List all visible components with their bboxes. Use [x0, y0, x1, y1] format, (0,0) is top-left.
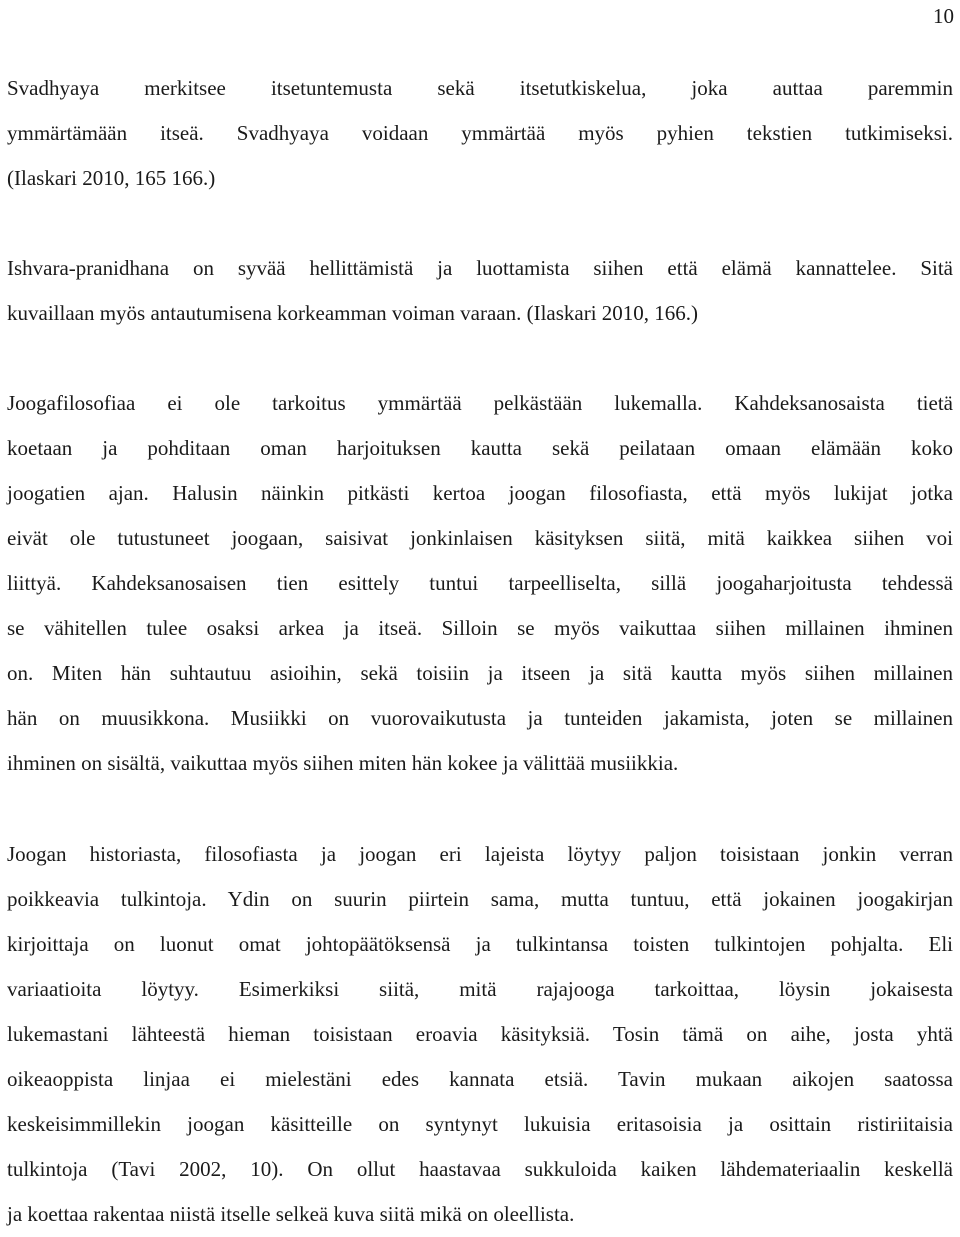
text-line: kirjoittaja on luonut omat johtopäätöksensä ja tulkintansa toisten tulkintojen pohjalta. Eli: [7, 932, 953, 956]
text-line: Joogafilosofiaa ei ole tarkoitus ymmärtää pelkästään lukemalla. Kahdeksanosaista tietä: [7, 391, 953, 415]
text-line: eivät ole tutustuneet joogaan, saisivat jonkinlaisen käsityksen siitä, mitä kaikkea siihen voi: [7, 526, 953, 550]
text-line: se vähitellen tulee osaksi arkea ja itseä. Silloin se myös vaikuttaa siihen millainen ihminen: [7, 616, 953, 640]
text-line: oikeaoppista linjaa ei mielestäni edes kannata etsiä. Tavin mukaan aikojen saatossa: [7, 1067, 953, 1091]
text-line: tulkintoja (Tavi 2002, 10). On ollut haastavaa sukkuloida kaiken lähdemateriaalin keskellä: [7, 1157, 953, 1181]
text-line: variaatioita löytyy. Esimerkiksi siitä, mitä rajajooga tarkoittaa, löysin jokaisesta: [7, 977, 953, 1001]
text-line: (Ilaskari 2010, 165 166.): [7, 166, 216, 190]
text-line: liittyä. Kahdeksanosaisen tien esittely tuntui tarpeelliselta, sillä joogaharjoitusta tehdessä: [7, 571, 953, 595]
text-line: Ishvara-pranidhana on syvää hellittämistä ja luottamista siihen että elämä kannattelee. Sitä: [7, 256, 953, 280]
text-line: poikkeavia tulkintoja. Ydin on suurin piirtein sama, mutta tuntuu, että jokainen joogakirjan: [7, 887, 953, 911]
text-line: hän on muusikkona. Musiikki on vuorovaikutusta ja tunteiden jakamista, joten se millainen: [7, 706, 953, 730]
paragraph-ishvara-pranidhana: [7, 246, 953, 336]
text-line: Joogan historiasta, filosofiasta ja joogan eri lajeista löytyy paljon toisistaan jonkin verran: [7, 842, 953, 866]
text-line: kuvaillaan myös antautumisena korkeamman voiman varaan. (Ilaskari 2010, 166.): [7, 301, 699, 325]
text-line: Svadhyaya merkitsee itsetuntemusta sekä itsetutkiskelua, joka auttaa paremmin: [7, 76, 953, 100]
paragraph-joogafilosofia: [7, 381, 953, 786]
document-body: [7, 66, 953, 1237]
text-line: ihminen on sisältä, vaikuttaa myös siihen miten hän kokee ja välittää musiikkia.: [7, 751, 679, 775]
page-number: 10: [933, 4, 954, 28]
text-line: on. Miten hän suhtautuu asioihin, sekä toisiin ja itseen ja sitä kautta myös siihen millainen: [7, 661, 953, 685]
text-line: koetaan ja pohditaan oman harjoituksen kautta sekä peilataan omaan elämään koko: [7, 436, 953, 460]
text-line: joogatien ajan. Halusin näinkin pitkästi kertoa joogan filosofiasta, että myös lukijat jotka: [7, 481, 953, 505]
text-line: keskeisimmillekin joogan käsitteille on syntynyt lukuisia eritasoisia ja osittain ristiriitaisia: [7, 1112, 953, 1136]
text-line: lukemastani lähteestä hieman toisistaan eroavia käsityksiä. Tosin tämä on aihe, josta yhtä: [7, 1022, 953, 1046]
text-line: ymmärtämään itseä. Svadhyaya voidaan ymmärtää myös pyhien tekstien tutkimiseksi.: [7, 121, 953, 145]
paragraph-joogan-historia: [7, 832, 953, 1237]
text-line: ja koettaa rakentaa niistä itselle selkeä kuva siitä mikä on oleellista.: [7, 1202, 575, 1226]
paragraph-svadhyaya: [7, 66, 953, 201]
